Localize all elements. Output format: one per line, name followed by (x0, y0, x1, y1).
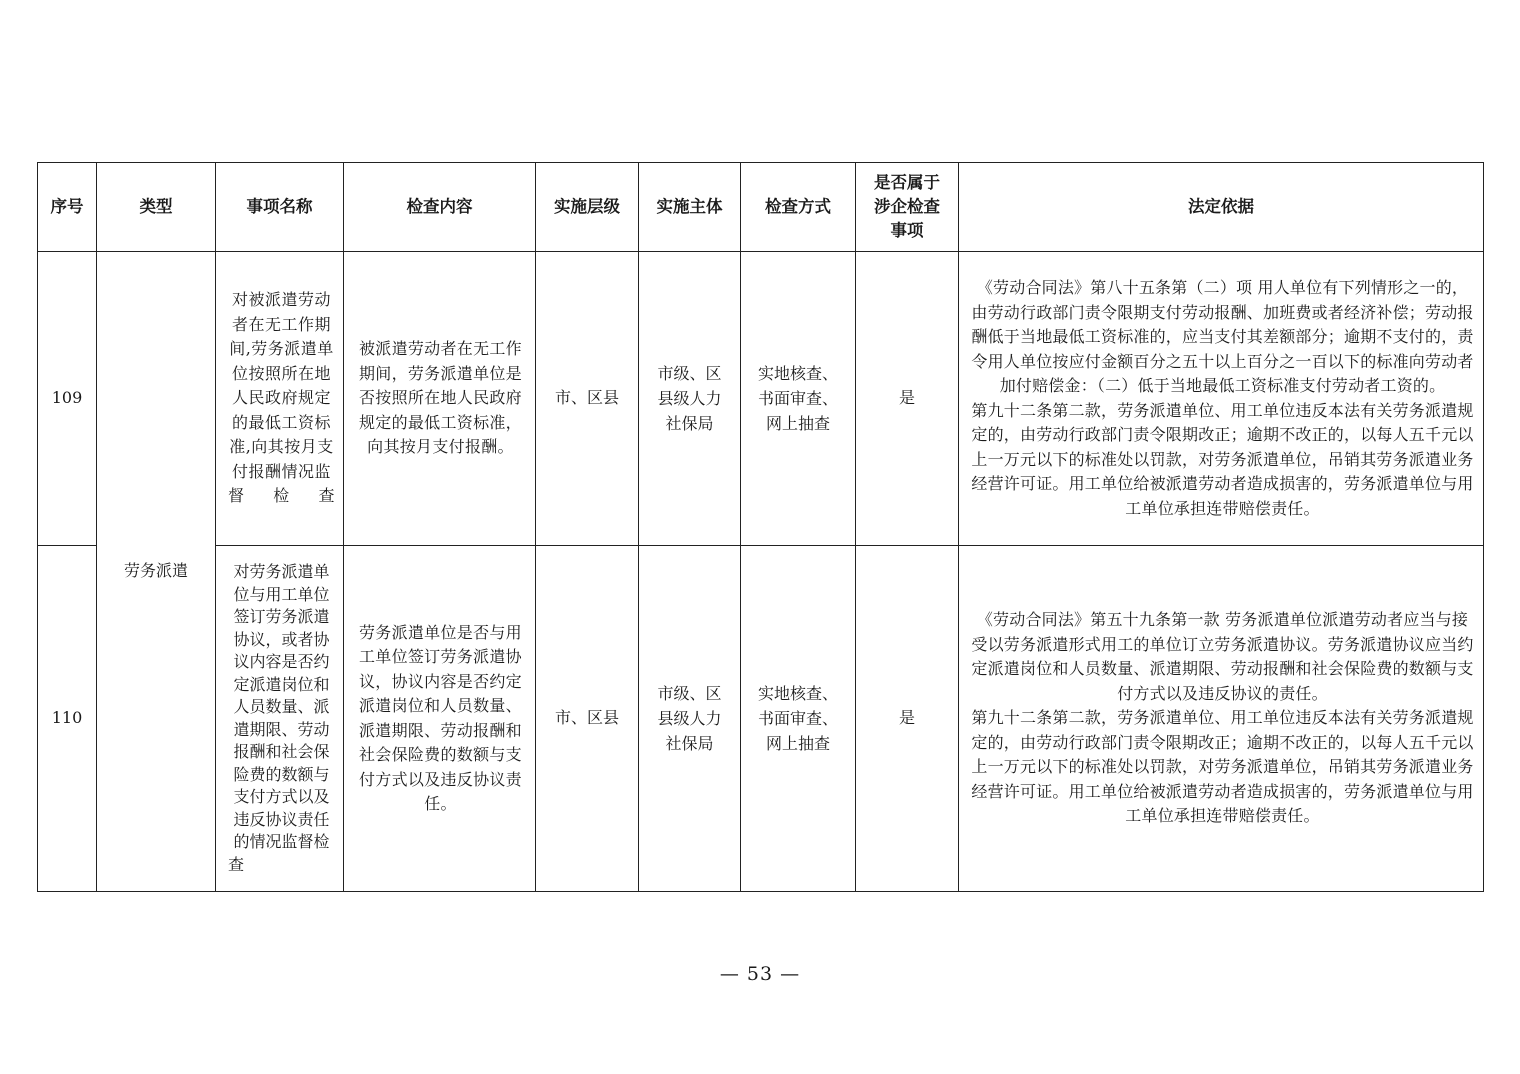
header-item-name: 事项名称 (216, 163, 344, 252)
legal-basis-paragraph: 《劳动合同法》第八十五条第（二）项 用人单位有下列情形之一的，由劳动行政部门责令限期支付劳动报酬、加班费或者经济补偿；劳动报酬低于当地最低工资标准的，应当支付其差额部分；逾期不支付的，责令用人单位按应付金额百分之五十以上百分之一百以下的标准向劳动者加付赔偿金：（二）低于当地最低工资标准支付劳动者工资的。 (971, 278, 1474, 395)
row-enterprise: 是 (856, 252, 959, 546)
row-item-name: 对被派遣劳动者在无工作期间,劳务派遣单位按照所在地人民政府规定的最低工资标准,向其按月支付报酬情况监督检查 (216, 252, 344, 546)
header-level: 实施层级 (536, 163, 639, 252)
row-subject-text: 市级、区县级人力社保局 (657, 363, 722, 433)
header-type: 类型 (97, 163, 216, 252)
row-legal-basis (959, 252, 1484, 546)
row-method-text: 实地核查、书面审查、网上抽查 (757, 683, 838, 753)
row-subject-text: 市级、区县级人力社保局 (657, 683, 722, 753)
header-subject: 实施主体 (639, 163, 741, 252)
row-level: 市、区县 (536, 546, 639, 892)
table-header-row (38, 163, 1484, 252)
row-legal-basis (959, 546, 1484, 892)
header-legal-basis: 法定依据 (959, 163, 1484, 252)
header-check-content: 检查内容 (344, 163, 536, 252)
row-check-content: 劳务派遣单位是否与用工单位签订劳务派遣协议，协议内容是否约定派遣岗位和人员数量、派遣期限、劳动报酬和社会保险费的数额与支付方式以及违反协议责任。 (344, 546, 536, 892)
header-method: 检查方式 (741, 163, 856, 252)
row-item-name: 对劳务派遣单位与用工单位签订劳务派遣协议，或者协议内容是否约定派遣岗位和人员数量、派遣期限、劳动报酬和社会保险费的数额与支付方式以及违反协议责任的情况监督检查 (216, 546, 344, 892)
row-seq: 109 (38, 252, 97, 546)
header-enterprise-check (856, 163, 959, 252)
row-seq: 110 (38, 546, 97, 892)
row-method-text: 实地核查、书面审查、网上抽查 (757, 363, 838, 433)
table-row (38, 252, 1484, 546)
legal-basis-paragraph: 第九十二条第二款，劳务派遣单位、用工单位违反本法有关劳务派遣规定的，由劳动行政部门责令限期改正；逾期不改正的，以每人五千元以上一万元以下的标准处以罚款，对劳务派遣单位，吊销其劳务派遣业务经营许可证。用工单位给被派遣劳动者造成损害的，劳务派遣单位与用工单位承担连带赔偿责任。 (971, 708, 1474, 826)
table-row (38, 546, 1484, 892)
header-seq: 序号 (38, 163, 97, 252)
inspection-items-table (37, 162, 1484, 892)
legal-basis-paragraph: 《劳动合同法》第五十九条第一款 劳务派遣单位派遣劳动者应当与接受以劳务派遣形式用工的单位订立劳务派遣协议。劳务派遣协议应当约定派遣岗位和人员数量、派遣期限、劳动报酬和社会保险费的数额与支付方式以及违反协议的责任。 (971, 610, 1474, 703)
row-subject (639, 252, 741, 546)
row-type-merged: 劳务派遣 (97, 252, 216, 892)
row-level: 市、区县 (536, 252, 639, 546)
header-enterprise-check-label: 是否属于涉企检查事项 (874, 173, 940, 240)
row-method (741, 252, 856, 546)
row-check-content: 被派遣劳动者在无工作期间，劳务派遣单位是否按照所在地人民政府规定的最低工资标准，向其按月支付报酬。 (344, 252, 536, 546)
legal-basis-paragraph: 第九十二条第二款，劳务派遣单位、用工单位违反本法有关劳务派遣规定的，由劳动行政部门责令限期改正；逾期不改正的，以每人五千元以上一万元以下的标准处以罚款，对劳务派遣单位，吊销其劳务派遣业务经营许可证。用工单位给被派遣劳动者造成损害的，劳务派遣单位与用工单位承担连带赔偿责任。 (971, 400, 1474, 518)
row-enterprise: 是 (856, 546, 959, 892)
row-subject (639, 546, 741, 892)
page-number: — 53 — (719, 963, 801, 985)
row-method (741, 546, 856, 892)
